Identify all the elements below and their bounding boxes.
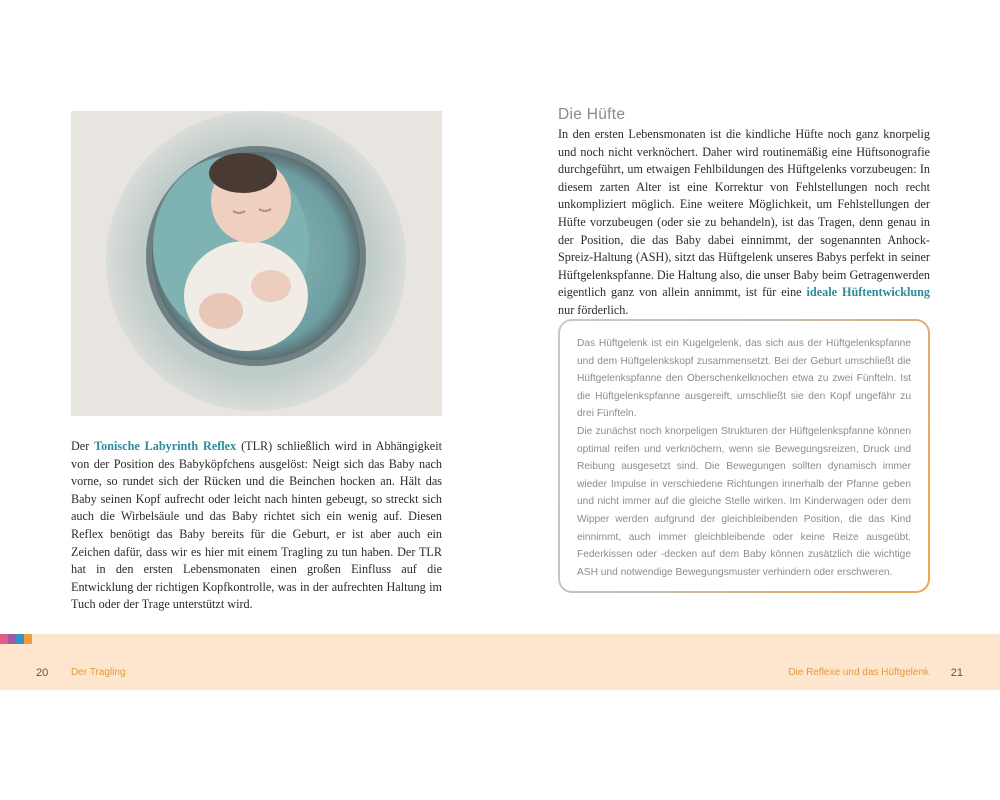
- stripe-orange: [24, 634, 32, 644]
- section-heading-huefte: Die Hüfte: [558, 106, 626, 123]
- tlr-highlight: Tonische Labyrinth Reflex: [94, 439, 237, 453]
- right-running-title: Die Reflexe und das Hüftgelenk: [788, 667, 929, 678]
- info-box-content: [560, 321, 928, 591]
- stripe-purple: [8, 634, 16, 644]
- color-stripes: [0, 634, 32, 644]
- info-box-paragraph-2: Die zunächst noch knorpeligen Strukturen der Hüftgelenkspfanne können optimal reifen und verknöchern, wenn sie Bewegungsreizen, Druck und Reibung ausgesetzt sind. Die Bewegungen sollten dynamisch immer wieder Impulse in verschiedene Richtungen innerhalb der Pfanne geben und nicht immer auf die gleiche Stelle wirken. Im Kinderwagen oder dem Wipper werden aufgrund der gleichbleibenden Position, die das Kind einnimmt, auch immer gleichbleibende oder keine Reize ausgeübt. Federkissen oder -decken auf dem Baby können zusätzlich die wichtige ASH und notwendige Bewegungsmuster verhindern oder erschweren.: [577, 425, 911, 578]
- tlr-paragraph: [71, 438, 442, 614]
- info-box: [558, 319, 930, 593]
- huefte-intro-text: In den ersten Lebensmonaten ist die kindliche Hüfte noch ganz knorpelig und noch nicht verknöchert. Daher wird routinemäßig eine Hüftsonografie durchgeführt, um etwaigen Fehlbildungen des Hüftgelenks vorzubeugen: In diesem zarten Alter ist eine Korrektur von Fehlstellungen noch recht unkompliziert möglich. Eine weitere Möglichkeit, um Fehlstellungen der Hüfte vorzubeugen (oder sie zu behandeln), ist das Tragen, denn genau in der Position, die das Baby dabei einnimmt, der sogenannten Anhock-Spreiz-Haltung (ASH), sitzt das Hüftgelenk unseres Babys perfekt in seiner Hüftgelenkspfanne. Die Haltung also, die unser Baby beim Getragenwerden eigentlich ganz von allein annimmt, ist für eine: [558, 127, 930, 300]
- tlr-intro-text: Der: [71, 439, 95, 453]
- info-box-paragraph-1: Das Hüftgelenk ist ein Kugelgelenk, das sich aus der Hüftgelenkspfanne und dem Hüftgelenkskopf zusammensetzt. Bei der Geburt umschließt die Hüftgelenkspfanne den Oberschenkelknochen etwa zu zwei Fünfteln. Ist die Hüftgelenkspfanne ausgereift, umschließt sie den Kopf ungefähr zu drei Fünfteln.: [577, 338, 911, 420]
- huefte-paragraph: [558, 126, 930, 320]
- footer-band: [0, 634, 1000, 690]
- right-page-number: 21: [950, 667, 963, 679]
- huefte-highlight: ideale Hüftentwicklung: [806, 285, 931, 300]
- left-running-title: Der Tragling: [71, 667, 126, 678]
- baby-photo: [71, 111, 442, 416]
- huefte-end-text: nur förderlich.: [558, 302, 629, 317]
- stripe-blue: [16, 634, 24, 644]
- stripe-pink: [0, 634, 8, 644]
- tlr-body-text: (TLR) schließlich wird in Abhängigkeit von der Position des Babyköpfchens ausgelöst: Neigt sich das Baby nach vorne, so rundet sich der Rücken und die Beinchen hocken an. Hält das Baby seinen Kopf aufrecht oder leicht nach hinten gebeugt, so streckt sich auch die Wirbelsäule und das Baby richtet sich ein wenig auf. Diesen Reflex benötigt das Baby bereits für die Geburt, er ist aber auch ein Zeichen dafür, dass wir es hier mit einem Tragling zu tun haben. Der TLR hat in den ersten Lebensmonaten einen großen Einfluss auf die Entwicklung der richtigen Kopfkontrolle, was in der aufrechten Haltung im Tuch oder der Trage unterstützt wird.: [71, 439, 442, 612]
- left-page-number: 20: [36, 667, 49, 679]
